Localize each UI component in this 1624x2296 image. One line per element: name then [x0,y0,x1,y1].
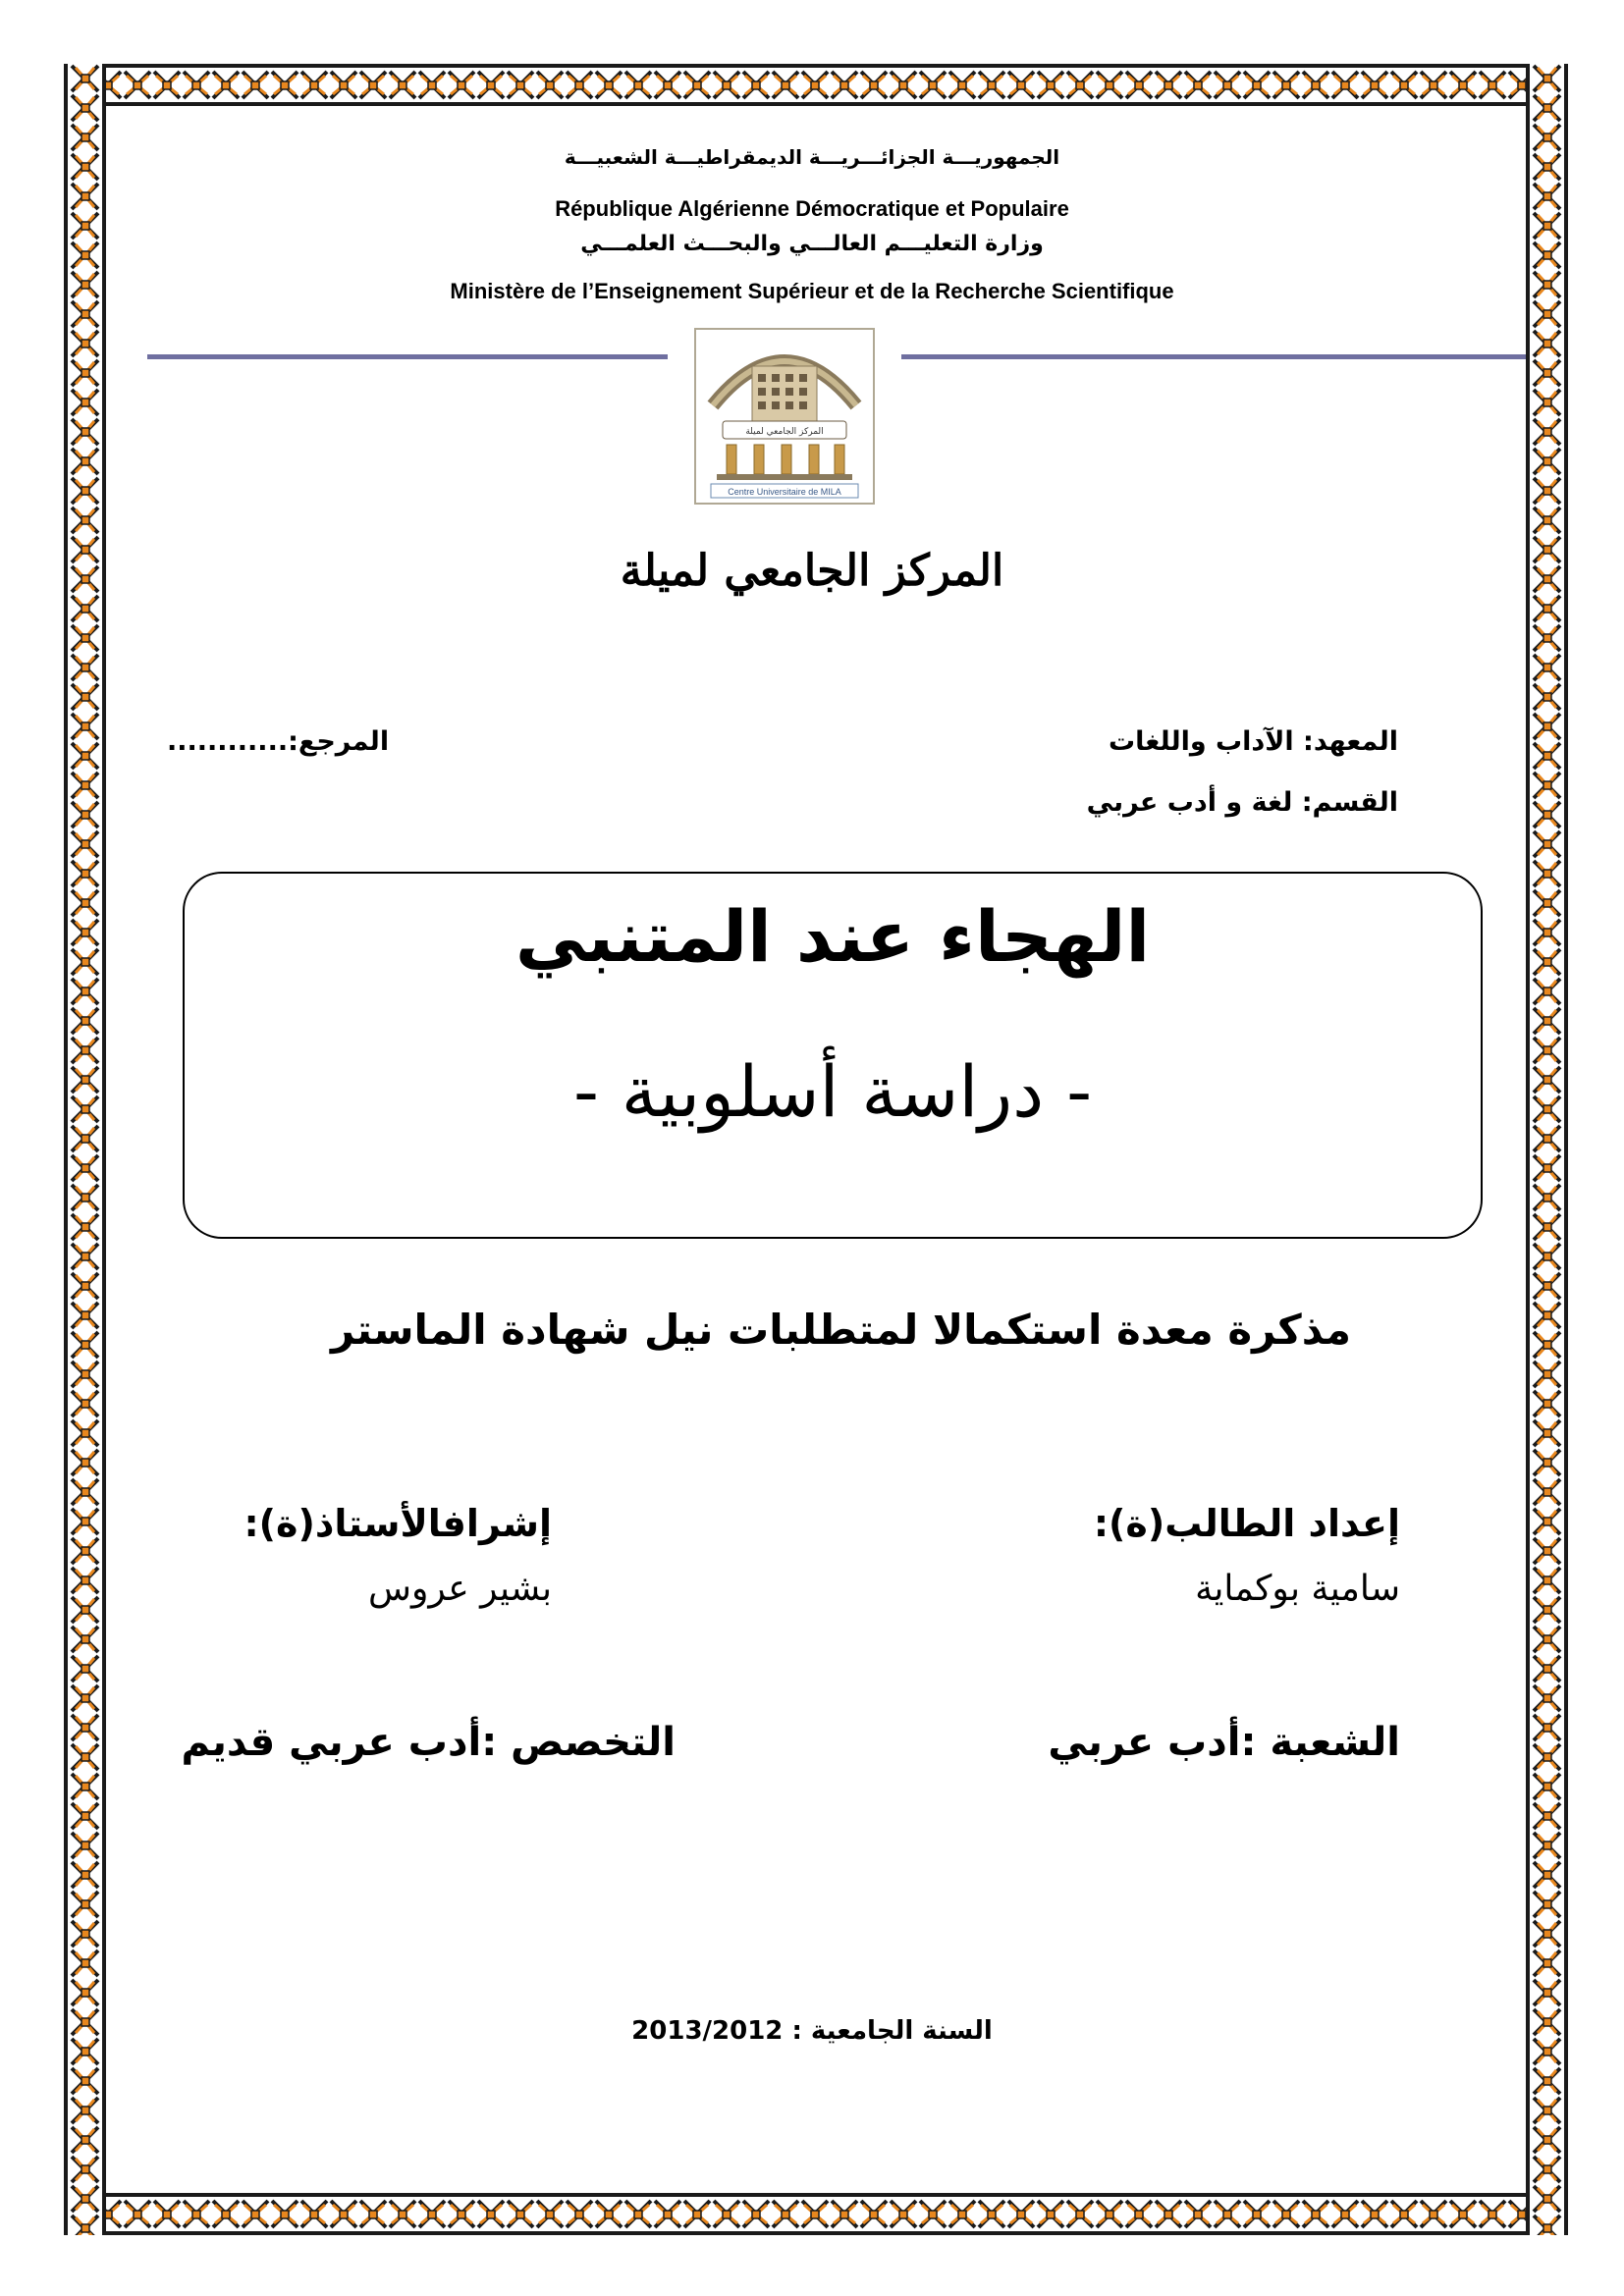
university-logo [693,327,876,506]
academic-year: السنة الجامعية : 2013/2012 [631,2016,993,2046]
thesis-subtitle: - دراسة أسلوبية - [572,1050,1093,1133]
supervisor-label: إشرافالأستاذ(ة): [244,1502,552,1545]
department-label: القسم: لغة و أدب عربي [1086,787,1398,818]
thesis-title: الهجاء عند المتنبي [514,895,1151,978]
decorative-border-top [64,64,1568,106]
ministry-name-arabic: وزارة التعليـــم العالـــي والبحـــث العلمـــي [580,232,1044,256]
branch-label: الشعبة :أدب عربي [1048,1720,1400,1765]
ministry-name-french: Ministère de l’Enseignement Supérieur et de la Recherche Scientifique [450,279,1174,303]
logo-caption: Centre Universitaire de MILA [728,487,841,497]
memo-statement: مذكرة معدة استكمالا لمتطلبات نيل شهادة الماستر [330,1306,1351,1354]
republic-name-french: République Algérienne Démocratique et Populaire [555,196,1069,221]
decorative-border-bottom [64,2193,1568,2235]
supervisor-name: بشير عروس [368,1569,552,1609]
student-label: إعداد الطالب(ة): [1093,1502,1400,1545]
decorative-border-left [64,64,106,2235]
header-rule-left [147,354,668,359]
university-center-name: المركز الجامعي لميلة [620,546,1004,596]
logo-banner-text: المركز الجامعي لميلة [745,427,824,437]
student-name: سامية بوكماية [1195,1569,1400,1609]
reference-label: المرجع:............ [167,726,390,757]
institute-label: المعهد: الآداب واللغات [1108,726,1398,757]
decorative-border-right [1526,64,1568,2235]
header-rule-right [901,354,1526,359]
speciality-label: التخصص :أدب عربي قديم [181,1720,676,1765]
republic-name-arabic: الجمهوريـــة الجزائـــريـــة الديمقراطيـــة الشعبيـــة [564,145,1060,169]
